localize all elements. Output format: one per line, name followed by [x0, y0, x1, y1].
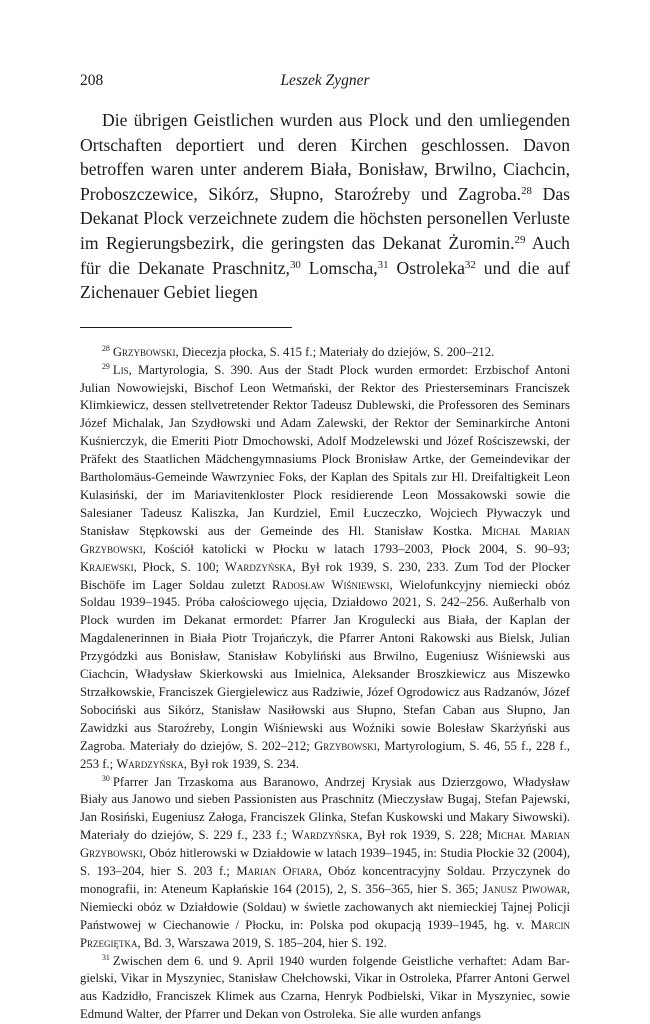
- text-run: , Martyrologium, S. 46, 55 f., 228 f., 253 f.;: [80, 738, 570, 771]
- text-run: Pfarrer Jan Trzaskoma aus Baranowo, Andrzej Krysiak aus Dzierzgowo, Władysław Biały aus Janowo und sieben Passionisten aus Praschnitz (Mieczysław Bugaj, Stefan Pajewski, Jan Rosiński, Eugeniusz Załoga, Franciszek Glinka, Stefan Kuskowski und Makary Siwowski). Materiały do dziejów, S. 229 f., 233 f.;: [80, 774, 570, 843]
- note-number: 28: [102, 344, 110, 354]
- text-run: , Obóz koncentracyjny Soldau. Przyczynek do monografii, in: Ateneum Kapłańskie 164 (2015), 2, S. 356–365, hier S. 365;: [80, 864, 571, 896]
- author-name: Wardzyńska: [291, 828, 360, 843]
- text-run: , Był rok 1939, S. 230, 233. Zum Tod der Plocker Bischöfe im Lager Soldau zuletzt: [80, 559, 571, 592]
- author-name: Michał Marian Grzybowski: [80, 828, 570, 861]
- author-name: Radosław Wiśniewski: [272, 577, 390, 592]
- text-run: , Kościół katolicki w Płocku w latach 1793–2003, Płock 2004, S. 90–93;: [142, 541, 570, 556]
- text-run: Zwischen dem 6. und 9. April 1940 wurden folgende Geistliche verhaftet: Adam Bargielski, Vikar in Myszyniec, Stanisław Chełchowski, Vikar in Ostroleka, Pfarrer Antoni Gerwel aus Kadzidło, Franciszek Klimek aus Czarna, Henryk Podbielski, Vikar in Myszyniec, sowie Edmund Walter, der Pfarrer und Dekan von Ostroleka. Sie alle wurden anfangs: [80, 953, 570, 1022]
- author-name: Wardzyńska: [116, 756, 184, 771]
- author-name: Lis: [112, 362, 129, 377]
- text-run: Die übrigen Geistlichen wurden aus Plock und den umliegenden Ortschaften deportiert und deren Kirchen geschlossen. Davon betroffen waren unter anderem Biała, Bonisław, Brwilno, Ciachcin, Proboszczewice, Sikórz, Słupno, Staroźreby und Zagroba.: [80, 110, 570, 204]
- running-head: [80, 72, 570, 94]
- footnote-28: [80, 344, 570, 362]
- text-run: , Był rok 1939, S. 234.: [183, 756, 300, 771]
- author-name: Marcin Przegiętka: [80, 917, 570, 950]
- note-number: 30: [289, 258, 301, 271]
- text-run: , Wielofunkcyjny niemiecki obóz Soldau 1939–1945. Próba całościowego ujęcia, Działdowo 2021, S. 242–256. Außerhalb von Plock wurden im Dekanat ermordet: Pfarrer Jan Krogulecki aus Biała, der Kaplan der Magdalenerinnen in Biała Piotr Trojańczyk, die Pfarrer Antoni Rakowski aus Bielsk, Julian Przygódzki aus Bonisław, Stanisław Kobyliński aus Brwilno, Eugeniusz Wiśniewski aus Ciachcin, Władysław Skierkowski aus Imielnica, Aleksander Broszkiewicz aus Miszewko Strzałkowskie, Franciszek Giergielewicz aus Radziwie, Józef Ogrodowicz aus Radzanów, Józef Sobociński aus Sikórz, Stanisław Nasiłowski aus Słupno, Stefan Caban aus Słupno, Jan Zawidzki aus Staroźreby, Longin Wiśniewski aus Woźniki sowie Bolesław Skarżyński aus Zagroba. Materiały do dziejów, S. 202–212;: [80, 577, 570, 753]
- text-run: Ostroleka: [388, 257, 465, 278]
- text-run: , Obóz hitlerowski w Działdowie w latach 1939–1945, in: Studia Płockie 32 (2004), S. 193–204, hier S. 203 f.;: [80, 846, 570, 879]
- note-number: 32: [464, 258, 476, 271]
- note-number: 29: [514, 233, 526, 246]
- main-paragraph: [80, 108, 570, 305]
- text-run: , Diecezja płocka, S. 415 f.; Materiały do dziejów, S. 200–212.: [175, 344, 495, 359]
- note-number: 28: [521, 184, 532, 197]
- text-run: , Płock, S. 100;: [133, 559, 225, 574]
- author-name: Michał Marian Grzybowski: [80, 523, 570, 556]
- note-number: 29: [102, 362, 110, 372]
- footnotes: [80, 344, 570, 1024]
- text-run: , Bd. 3, Warszawa 2019, S. 185–204, hier S. 192.: [137, 935, 387, 950]
- note-number: 31: [377, 258, 389, 271]
- text-run: , Był rok 1939, S. 228;: [359, 828, 487, 843]
- footnote-separator: [80, 327, 292, 328]
- text-run: , Niemiecki obóz w Działdowie (Soldau) w świetle zachowanych akt niemieckiej Tajnej Policji Państwowej w Ciechanowie / Płocku, in: Polska pod okupacją 1939–1945, hg. v.: [80, 881, 570, 932]
- text-run: Das Dekanat Plock verzeichnete zudem die höchsten personellen Verluste im Regierungsbezirk, die geringsten das Dekanat Żuromin.: [80, 183, 570, 253]
- footnote-29: [80, 362, 570, 774]
- note-number: 30: [102, 774, 110, 784]
- text-run: Lomscha,: [300, 257, 378, 278]
- author-name: Janusz Piwowar: [482, 881, 567, 896]
- book-page: [80, 72, 570, 1024]
- page-number: 208: [80, 72, 104, 89]
- author-name: Grzybowski: [112, 344, 176, 359]
- author-name: Grzybowski: [314, 738, 377, 753]
- text-run: , Martyrologia, S. 390. Aus der Stadt Plock wurden ermordet: Erzbischof Antoni Julian Nowowiejski, Bischof Leon Wetmański, der Rektor des Priesterseminars Franciszek Klimkiewicz, dessen stellvetretender Rektor Tadeusz Dublewski, die Professoren des Seminars Józef Michalak, Jan Szydłowski und Adam Zalewski, der Rektor der Seminarkirche Antoni Kuśnierczyk, die Emeriti Piotr Dmochowski, Adolf Modzelewski und Józef Rościszewski, der Präfekt des Staatlichen Mädchengymnasiums Plock Bronisław Artke, der Gemeindevikar der Bartholomäus-Gemeinde Wawrzyniec Foks, der Kaplan des Spitals zur Hl. Dreifaltigkeit Leon Kulasiński, der im Mariavitenkloster Plock residierende Leon Mossakowski sowie die Salesianer Tadeusz Kaliszka, Jan Kurdziel, Emil Łuczeczko, Wojciech Pływaczyk und Stanisław Stępkowski aus der Gemeinde des Hl. Stanisław Kostka.: [80, 362, 570, 538]
- note-number: 31: [102, 953, 110, 963]
- footnote-31: [80, 953, 570, 1024]
- footnote-30: [80, 774, 570, 953]
- author-name: Marian Ofiara: [236, 864, 319, 879]
- author-name: Wardzyńska: [224, 559, 293, 574]
- text-run: Auch für die Dekanate Praschnitz,: [80, 232, 570, 278]
- running-title-author: Leszek Zygner: [280, 72, 370, 89]
- text-run: und die auf Zichenauer Gebiet liegen: [80, 257, 570, 303]
- author-name: Krajewski: [80, 559, 134, 574]
